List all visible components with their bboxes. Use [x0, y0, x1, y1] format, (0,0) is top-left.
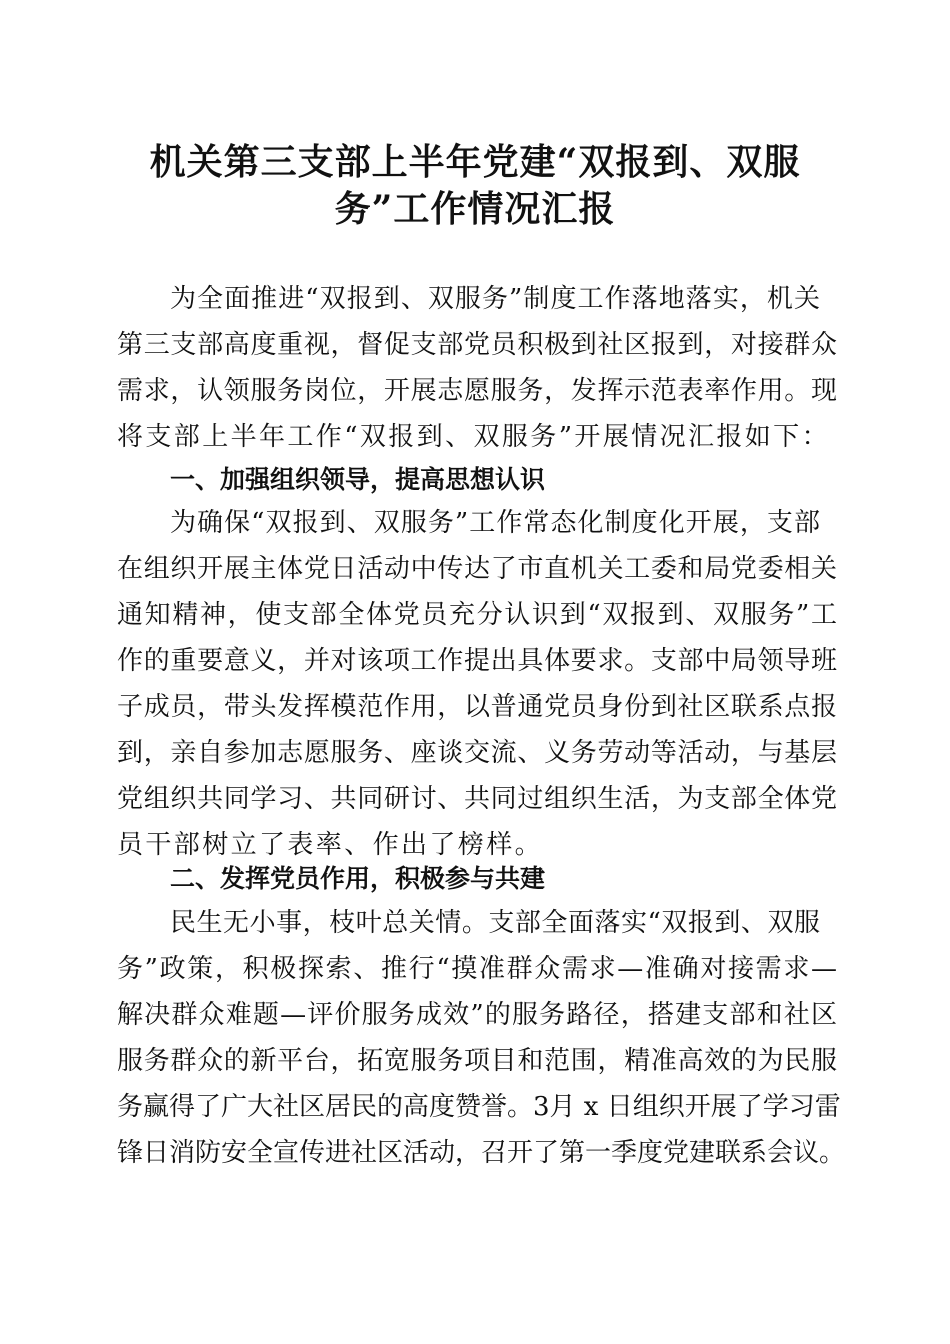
intro-paragraph-line: 需求，认领服务岗位，开展志愿服务，发挥示范表率作用。现 — [117, 376, 837, 406]
section-2-paragraph-line: 务”政策，积极探索、推行“摸准群众需求—准确对接需求— — [117, 954, 837, 984]
intro-paragraph-line: 第三支部高度重视，督促支部党员积极到社区报到，对接群众 — [117, 330, 837, 360]
section-1-paragraph-line: 员干部树立了表率、作出了榜样。 — [117, 830, 544, 860]
section-1-paragraph-line: 子成员，带头发挥模范作用，以普通党员身份到社区联系点报 — [117, 692, 837, 722]
section-2-heading: 二、发挥党员作用，积极参与共建 — [170, 864, 546, 893]
section-1-paragraph-line: 在组织开展主体党日活动中传达了市直机关工委和局党委相关 — [117, 554, 837, 584]
section-2-paragraph-line: 民生无小事，枝叶总关情。支部全面落实“双报到、双服 — [170, 908, 820, 938]
document-title-line-2: 务”工作情况汇报 — [334, 188, 616, 230]
document-title-line-1: 机关第三支部上半年党建“双报到、双服 — [149, 141, 801, 183]
section-1-paragraph-line: 到，亲自参加志愿服务、座谈交流、义务劳动等活动，与基层 — [117, 738, 837, 768]
section-1-paragraph-line: 党组织共同学习、共同研讨、共同过组织生活，为支部全体党 — [117, 784, 837, 814]
section-1-heading: 一、加强组织领导，提高思想认识 — [170, 465, 546, 494]
section-2-paragraph-line: 服务群众的新平台，拓宽服务项目和范围，精准高效的为民服 — [117, 1046, 837, 1076]
intro-paragraph-line: 将支部上半年工作“双报到、双服务”开展情况汇报如下： — [117, 422, 830, 452]
section-2-paragraph-line: 锋日消防安全宣传进社区活动，召开了第一季度党建联系会议。 — [117, 1138, 846, 1168]
intro-paragraph-line: 为全面推进“双报到、双服务”制度工作落地落实，机关 — [170, 284, 820, 314]
section-2-paragraph-line: 解决群众难题—评价服务成效”的服务路径，搭建支部和社区 — [117, 1000, 837, 1030]
section-1-paragraph-line: 作的重要意义，并对该项工作提出具体要求。支部中局领导班 — [117, 646, 837, 676]
section-2-paragraph-line: 务赢得了广大社区居民的高度赞誉。3月 x 日组织开展了学习雷 — [117, 1092, 841, 1122]
section-1-paragraph-line: 通知精神，使支部全体党员充分认识到“双报到、双服务”工 — [117, 600, 837, 630]
section-1-paragraph-line: 为确保“双报到、双服务”工作常态化制度化开展，支部 — [170, 508, 820, 538]
